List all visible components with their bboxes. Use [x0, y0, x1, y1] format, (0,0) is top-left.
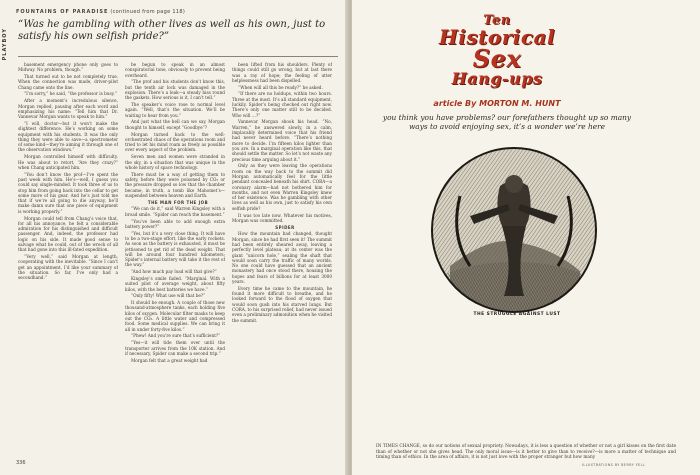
- right-page: [352, 0, 700, 475]
- paragraph: be begun to speak in an almost conspiratorial tone, obviously to prevent being overheard.: [125, 62, 225, 78]
- title-line-historical: Historical: [438, 25, 556, 49]
- paragraph: Only as they were leaving the operations room on the way back to the summit did Morgan automatically feel for the little pendant concealed beneath his shirt. CORA—a coronary alarm—had not bothered him for months, and not even Warren Kingsley knew of her existence. Was he gambling with other lives as well as his own, just to satisfy his own selfish pride?: [232, 163, 332, 211]
- section-subhead: THE MAN FOR THE JOB: [147, 199, 209, 205]
- title-line-ten: Ten: [483, 13, 511, 28]
- paragraph: basement emergency phone only goes to Midway. No problem, though.”: [18, 62, 118, 73]
- section-subhead: SPIDER: [275, 224, 295, 230]
- paragraph: “And how much pay load will that give?”: [131, 269, 217, 275]
- running-head-kicker: FOUNTAINS OF PARADISE: [16, 9, 109, 15]
- running-head: [16, 9, 185, 15]
- left-page: [0, 0, 348, 475]
- paragraph: Kingsley’s smile faded. “Marginal. With a suited pilot of average weight, about fifty kilos, with the best batteries we have.”: [125, 275, 225, 292]
- pull-quote-rule: [18, 56, 338, 57]
- pull-quote: “Was he gambling with other lives as well as his own, just to satisfy his own selfish pride?”: [18, 19, 326, 42]
- paragraph: Seven men and women were stranded in the sky, in a situation that was unique in the whole history of space technology.: [125, 154, 225, 170]
- title-line-sex: Sex: [472, 44, 522, 73]
- paragraph: And just what the hell can we say, Morgan thought to himself, except “Goodbye”?: [125, 119, 225, 130]
- text-column-3: [232, 62, 332, 457]
- article-body-text: IN TIMES CHANGE, so do our notions of sexual propriety. Nowadays, it is less a question of whether or not a girl kisses on the first date than of whether or not she gives head. The only moral issue—is it better to give than to receive?—is more a matter of technique and timing than of ethics. In the area of affairs, it is not just love with the proper stranger but how many: [376, 444, 676, 461]
- illustration-caption: THE STRUGGLE AGAINST LUST: [473, 312, 561, 317]
- paragraph: “Yes—it will tide them over until the transporter arrives from the 10K station. And if necessary, Spider can make a second trip.”: [125, 340, 225, 356]
- paragraph: Every time he came to the mountain, he found it more difficult to breathe, and he looked forward to the flood of oxygen that would soon gush into his starved lungs. But CORA, to his surprised relief, had never issued even a preliminary admonition when he visited the summit.: [232, 285, 332, 323]
- running-head-continued: (continued from page 118): [110, 9, 186, 15]
- paragraph: “Very well,” said Morgan at length, cooperating with the inevitable. “Since I can’t get an appointment, I’d like your summary of the situation. So far, I’ve only had a secondhand.”: [18, 254, 118, 281]
- magazine-side-label: PLAYBOY: [2, 28, 8, 61]
- paragraph: That turned out to be not completely true. When the connection was made, driver-pilot Chang came onto the line.: [18, 74, 118, 90]
- page-number: 336: [16, 460, 26, 466]
- paragraph: “I will, doctor—but it won’t make the slightest difference. He’s working on some equipment with his students. It was the only thing they were able to save—a spectrometer of some kind—they’re aiming it through one of the observation windows.”: [18, 120, 118, 153]
- paragraph: “We can do it,” said Warren Kingsley with a broad smile. “Spider can reach the basement.”: [125, 206, 225, 217]
- paragraph: “Only fifty! What use will that be?”: [131, 293, 206, 299]
- paragraph: “Yes, but it’s a very close thing. It will have to be a two-stage effort, like the early rockets. As soon as the battery is exhausted, it must be jettisoned to get rid of the dead weight. That will be around four hundred kilometers; Spider’s internal battery will take it the rest of the way.”: [125, 230, 225, 268]
- paragraph: It was too late now. Whatever his motives, Morgan was committed.: [232, 212, 332, 223]
- paragraph: After a moment’s incredulous silence, Morgan replied, pausing after each word and emphasizing his name: “Tell him that Dr. Vannevar Morgan wants to speak to him.”: [18, 98, 118, 120]
- paragraph: Morgan felt that a great weight had: [131, 357, 208, 363]
- article-byline: article By MORTON M. HUNT: [433, 99, 561, 108]
- paragraph: “If there are no holdups, within two hours. Three at the most. It’s all standard equipment, luckily. Spider’s being checked out right now. There’s only one matter still to be decided. Who will …?”: [232, 91, 332, 118]
- paragraph: “When will all this be ready?” he asked.: [238, 84, 323, 90]
- text-column-2: [125, 62, 225, 457]
- paragraph: “You don’t know the prof—I’ve spent the past week with him. He’s—well, I guess you could say single-minded. It took three of us to stop him from going back into the cellar to get some more of his gear. And he’s just told me that if we’re all going to die anyway, he’ll make damn sure that one piece of equipment is working properly.”: [18, 171, 118, 214]
- paragraph: been lifted from his shoulders. Plenty of things could still go wrong, but at last there was a ray of hope; the feeling of utter helplessness had been dispelled.: [232, 62, 332, 83]
- paragraph: “You’ve been able to add enough extra battery power?”: [125, 218, 225, 229]
- title-line-hang-ups: Hang-ups: [451, 69, 543, 88]
- paragraph: “The prof and his students don’t know this, but the tenth air lock was damaged in the explosion. There’s a leak—a steady hiss round the gaskets. How serious is it, I can’t tell.”: [125, 79, 225, 101]
- text-column-1: [18, 62, 118, 457]
- paragraph: “I’m sorry,” he said, “the professor is busy.”: [24, 91, 117, 97]
- article-dek: you think you have problems? our forefathers thought up so many ways to avoid enjoying sex, it’s a wonder we’re here: [382, 113, 632, 131]
- illustration-credit: ILLUSTRATIONS BY BERRY FELL: [582, 463, 646, 467]
- paragraph: The speaker’s voice rose to normal level again. “Well, that’s the situation. We’ll be waiting to hear from you.”: [125, 102, 225, 118]
- paragraph: “Phew! And you’re sure that’s sufficient?”: [131, 333, 221, 339]
- paragraph: Morgan controlled himself with difficulty. He was about to retort, “Are they crazy?” when Chang anticipated him.: [18, 154, 118, 170]
- paragraph: There must be a way of getting them to safety, before they were poisoned by CO₂ or the pressure dropped so low that the chamber became, in truth, a tomb like Mahomet’s—suspended between heaven and Earth.: [125, 171, 225, 198]
- paragraph: It should be enough. A couple of those new thousand-atmosphere tanks, each holding five kilos of oxygen. Molecular filter masks to keep out the CO₂. A little water and compressed food. Some medical supplies. We can bring it all in under forty-five kilos.”: [125, 300, 225, 332]
- article-title: [392, 14, 602, 87]
- paragraph: How the mountain had changed, thought Morgan, since he had first seen it! The summit had been entirely sheared away, leaving a perfectly level plateau; at its center was the giant “unicorn hole,” sealing the shaft that would soon carry the traffic of many worlds. No one could have guessed that an ancient monastery had once stood there, housing the hopes and fears of billions for at least 3000 years.: [232, 231, 332, 285]
- etching-illustration: [430, 146, 598, 314]
- paragraph: Vannevar Morgan shook his head. “No, Warren,” he answered slowly, in a calm, implacably determined voice that his friend had never heard before. “There’s nothing more to decide. I’m fifteen kilos lighter than you are. In a marginal operation like this, that should settle the matter. So let’s not waste any precious time arguing about it.”: [232, 119, 332, 162]
- paragraph: Morgan could tell from Chang’s voice that, for all his annoyance, he felt a considerable admiration for his distinguished and difficult passenger. And, indeed, the professor had logic on his side. It made good sense to salvage what he could, out of the wreck of all that had gone into this ill-fated expedition.: [18, 215, 118, 253]
- paragraph: Morgan turned back to the well-orchestrated chaos of the operations room and tried to let his mind roam as freely as possible over every aspect of the problem.: [125, 131, 225, 153]
